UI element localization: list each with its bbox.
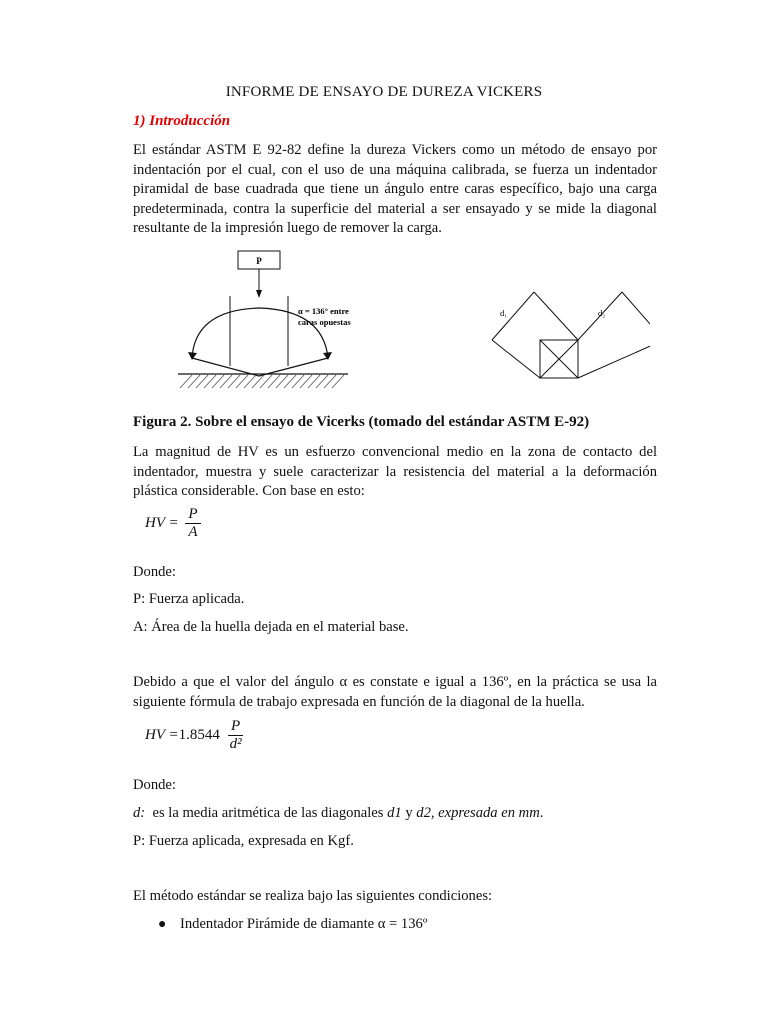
formula1-numerator: P: [185, 506, 200, 524]
load-label: P: [256, 256, 262, 266]
definition-p-2: P: Fuerza aplicada, expresada en Kgf.: [133, 833, 354, 849]
definition-d-d1: d1: [387, 805, 402, 821]
formula-hv-p-over-a: [145, 506, 201, 541]
definition-a: A: Área de la huella dejada en el material base.: [133, 619, 409, 635]
conditions-intro: El método estándar se realiza bajo las siguientes condiciones:: [133, 888, 493, 904]
formula2-denominator: d²: [229, 736, 242, 752]
indenter-face-left: [192, 358, 259, 376]
load-arrow-head: [256, 290, 262, 298]
angle-label-line1: α = 136° entre: [298, 306, 349, 316]
definition-d-text-b: y: [401, 805, 417, 821]
formula1-fraction: [185, 506, 200, 541]
formula2-lhs: HV =: [145, 726, 179, 743]
definition-d: [133, 804, 543, 823]
figure-caption: Figura 2. Sobre el ensayo de Vicerks (tomado del estándar ASTM E-92): [133, 414, 590, 430]
definition-d-text-a: es la media aritmética de las diagonales: [152, 805, 388, 821]
formula2-fraction: [227, 718, 245, 753]
definition-d-d2: d2, expresada en mm: [416, 805, 540, 821]
donde-label-1: Donde:: [133, 564, 176, 580]
formula1-lhs: HV =: [145, 514, 179, 531]
intro-paragraph: El estándar ASTM E 92-82 define la dureza Vickers como un método de ensayo por indentación por el cual, con el uso de una máquina calibrada, se fuerza un indentador piramidal de base cuadrada que tiene un ángulo entre caras específico, bajo una carga predeterminada, contra la superficie del material a ser ensayado y se mide la diagonal resultante de la impresión luego de remover la carga.: [133, 142, 657, 236]
bullet-item: [158, 916, 427, 933]
angle-paragraph: Debido a que el valor del ángulo α es constate e igual a 136º, en la práctica se usa la siguiente fórmula de trabajo expresada en función de la diagonal de la huella.: [133, 674, 657, 710]
definition-d-symbol: d:: [133, 805, 146, 821]
formula2-numerator: P: [228, 718, 243, 736]
document-title: INFORME DE ENSAYO DE DUREZA VICKERS: [225, 84, 543, 100]
formula2-coefficient: 1.8544: [178, 726, 220, 743]
diagonal-d1-label: d₁: [500, 308, 508, 318]
bullet-marker: ●: [158, 917, 167, 932]
diagonal-diagram: [492, 292, 650, 378]
material-hatching: [180, 375, 344, 388]
definition-p-1: P: Fuerza aplicada.: [133, 591, 245, 607]
donde-label-2: Donde:: [133, 777, 176, 793]
angle-label-line2: caras opuestas: [298, 317, 351, 327]
diagonal-d2-label: d₂: [598, 308, 606, 318]
vickers-figure: [170, 248, 650, 398]
section-heading: 1) Introducción: [133, 113, 231, 129]
formula1-denominator: A: [188, 524, 198, 540]
definition-d-text-c: .: [539, 805, 544, 821]
magnitude-paragraph: La magnitud de HV es un esfuerzo convencional medio en la zona de contacto del indentador, muestra y suele caracterizar la resistencia del material a la deformación plástica considerable. Con base en esto:: [133, 444, 657, 499]
indenter-face-right: [259, 358, 328, 376]
formula-hv-1-8544: [145, 718, 245, 753]
bullet-text: Indentador Pirámide de diamante α = 136º: [180, 916, 428, 932]
